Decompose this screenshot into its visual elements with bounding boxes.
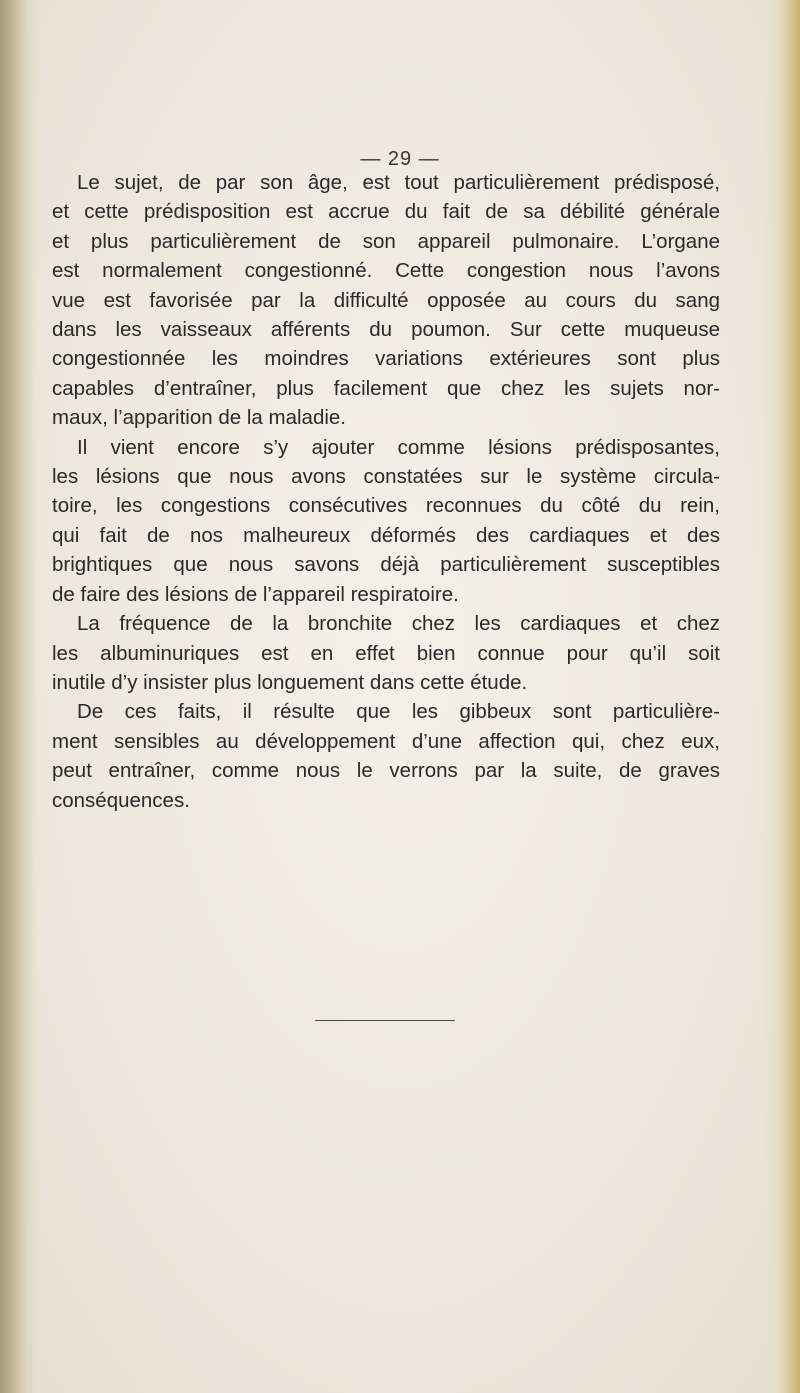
text-line: peut entraîner, comme nous le verrons par la suite, de graves bbox=[52, 759, 720, 783]
text-line: Le sujet, de par son âge, est tout particulièrement prédisposé, bbox=[77, 171, 720, 194]
text-line: maux, l’apparition de la maladie. bbox=[52, 406, 346, 430]
body-text bbox=[52, 168, 720, 815]
text-line: capables d’entraîner, plus facilement que chez les sujets nor- bbox=[52, 376, 720, 400]
text-line: et cette prédisposition est accrue du fait de sa débilité générale bbox=[52, 200, 720, 224]
page-number: — 29 — bbox=[360, 148, 440, 170]
section-end-rule bbox=[315, 1020, 455, 1021]
text-line: inutile d’y insister plus longuement dans cette étude. bbox=[52, 670, 528, 694]
text-line: qui fait de nos malheureux déformés des cardiaques et des bbox=[52, 523, 720, 547]
text-line: dans les vaisseaux afférents du poumon. Sur cette muqueuse bbox=[52, 318, 720, 342]
text-line: et plus particulièrement de son appareil pulmonaire. L’organe bbox=[52, 229, 720, 253]
text-line: est normalement congestionné. Cette congestion nous l’avons bbox=[52, 259, 720, 283]
page-edge-stain bbox=[764, 0, 800, 1393]
text-line: ment sensibles au développement d’une affection qui, chez eux, bbox=[52, 729, 720, 753]
text-line: vue est favorisée par la difficulté opposée au cours du sang bbox=[52, 288, 720, 312]
text-line: La fréquence de la bronchite chez les cardiaques et chez bbox=[77, 612, 720, 636]
page-binding-shadow bbox=[0, 0, 38, 1393]
text-line: les albuminuriques est en effet bien connue pour qu’il soit bbox=[52, 641, 720, 665]
text-line: De ces faits, il résulte que les gibbeux sont particulière- bbox=[77, 700, 720, 724]
text-line: congestionnée les moindres variations extérieures sont plus bbox=[52, 347, 720, 371]
text-line: de faire des lésions de l’appareil respiratoire. bbox=[52, 582, 459, 606]
text-line: Il vient encore s’y ajouter comme lésions prédisposantes, bbox=[77, 435, 720, 459]
text-line: les lésions que nous avons constatées sur le système circula- bbox=[52, 465, 720, 489]
text-line: brightiques que nous savons déjà particulièrement susceptibles bbox=[52, 553, 720, 577]
text-line: conséquences. bbox=[52, 788, 190, 812]
text-line: toire, les congestions consécutives reconnues du côté du rein, bbox=[52, 494, 720, 518]
